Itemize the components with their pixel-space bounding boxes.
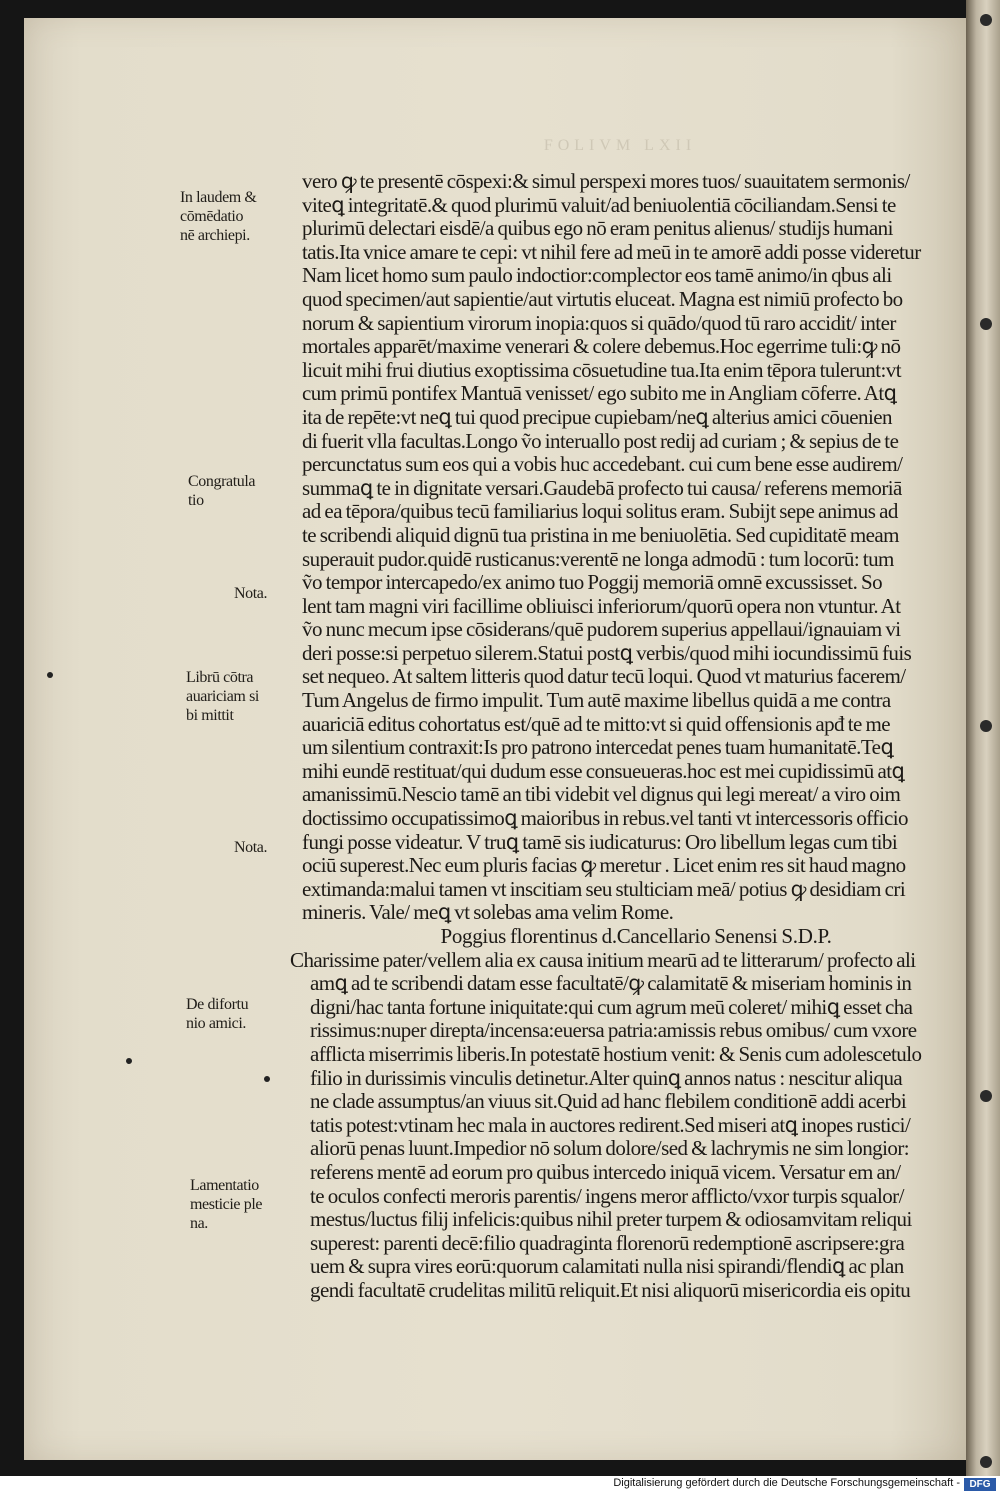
text-line: aliorū penas luunt.Impedior nō solum dolore/sed & lachrymis ne sim longior: <box>310 1136 910 1161</box>
margin-dot <box>264 1076 270 1082</box>
text-line: referens mentē ad eorum pro quibus intercedo iniquā vicem. Versatur em an/ <box>310 1159 901 1184</box>
text-line: doctissimo occupatissimoꝗ maioribus in rebus.vel tanti vt intercessoris officio <box>302 806 908 831</box>
text-line: um silentium contraxit:Is pro patrono intercedat penes tuam humanitatē.Teꝗ <box>302 735 894 760</box>
text-line: ṽo tempor intercapedo/ex animo tuo Poggij memoriā omnē excussisset. So <box>302 570 883 595</box>
text-line: ad ea tēpora/quibus tecū familiarius loqui solitus eram. Subijt sepe animus ad <box>302 499 898 524</box>
binding-hole <box>980 1090 992 1102</box>
text-line: lent tam magni viri facillime obliuisci inferiorum/quorū opera non vtuntur. At <box>302 593 901 618</box>
text-line: superauit pudor.quidē rusticanus:verentē ne longa admodū : tum locorū: tum <box>302 546 894 571</box>
text-line: norum & sapientium virorum inopia:quos si quādo/quod tū raro accidit/ inter <box>302 310 896 335</box>
text-line: tatis.Ita vnice amare te cepi: vt nihil fere ad meū in te amorē addi posse videretur <box>302 239 921 264</box>
body-text <box>276 170 956 1326</box>
text-line: auariciā editus cohortatus est/quē ad te mitto:vt si quid offensionis apđ te me <box>302 711 891 736</box>
text-line: Tum Angelus de firmo impulit. Tum autē maxime libellus quidā a me contra <box>302 688 891 713</box>
text-line: amꝗ ad te scribendi datam esse facultatē/ꝙ calamitatē & miseriam hominis in <box>310 971 912 996</box>
binding-hole <box>980 318 992 330</box>
binding-hole <box>980 1456 992 1468</box>
text-line <box>276 1303 956 1327</box>
text-line: filio in durissimis vinculis detinetur.Alter quinꝗ annos natus : nescitur aliqua <box>310 1065 903 1090</box>
text-line: ociū superest.Nec eum pluris facias ꝙ meretur . Licet enim res sit haud magno <box>302 853 906 878</box>
text-line: ita de repēte:vt neꝗ tui quod precipue cupiebam/neꝗ alterius amici cōuenien <box>302 404 892 429</box>
text-line: plurimū delectari eisdē/a quibus ego nō eram penitus alienus/ studijs humani <box>302 216 893 241</box>
text-line: amanissimū.Nescio tamē an tibi videbit vel dignus qui legi mereat/ a viro oim <box>302 782 901 807</box>
funding-credit: Digitalisierung gefördert durch die Deutsche Forschungsgemeinschaft - <box>613 1477 960 1489</box>
letter-heading: Poggius florentinus d.Cancellario Senensi S.D.P. <box>440 924 832 948</box>
margin-gloss-lamentatio: Lamentatio mesticie ple na. <box>190 1177 263 1232</box>
text-line: deri posse:si perpetuo silerem.Statui postꝗ verbis/quod mihi iocundissimū fuis <box>302 640 912 665</box>
text-line: fungi posse videatur. V truꝗ tamē sis iudicaturus: Oro libellum legas cum tibi <box>302 829 898 854</box>
text-line: digni/hac tanta fortune iniquitate:qui cum agrum meū coleret/ mihiꝗ esset cha <box>310 994 913 1019</box>
text-line: uem & supra vires eorū:quorum calamitati nulla nisi spirandi/flendiꝗ ac plan <box>310 1254 904 1279</box>
text-line: mineris. Vale/ meꝗ vt solebas ama velim Rome. <box>302 900 674 925</box>
margin-gloss-libru-cotra: Librū cōtra auariciam si bi mittit <box>186 669 259 724</box>
binding-hole <box>980 720 992 732</box>
dfg-logo: DFG <box>964 1478 996 1491</box>
margin-dot <box>126 1058 132 1064</box>
text-line: extimanda:malui tamen vt inscitiam seu stulticiam meā/ potius ꝙ desidiam cri <box>302 876 906 901</box>
text-line: mihi eundē restituat/qui dudum esse consueueras.hoc est mei cupidissimū atꝗ <box>302 758 905 783</box>
margin-gloss-de-difortunio: De difortu nio amici. <box>186 996 249 1032</box>
text-line: mortales apparēt/maxime venerari & colere debemus.Hoc egerrime tuli:ꝙ nō <box>302 334 901 359</box>
margin-gloss-nota: Nota. <box>234 585 268 602</box>
text-line: ṽo nunc mecum ipse cōsiderans/quē pudorem superius appellaui/ignauiam vi <box>302 617 901 642</box>
binding-hole <box>980 14 992 26</box>
margin-gloss-nota: Nota. <box>234 839 268 856</box>
margin-dot <box>47 672 53 678</box>
text-line: rissimus:nuper direpta/incensa:euersa patria:amissis rebus omibus/ cum vxore <box>310 1018 917 1043</box>
text-line: viteꝗ integritatē.& quod plurimū valuit/ad beniuolentiā cōciliandam.Sensi te <box>302 192 896 217</box>
text-line: quod specimen/aut sapientie/aut virtutis eluceat. Magna est nimiū profecto bo <box>302 286 903 311</box>
book-spine <box>966 0 1000 1476</box>
text-line: ne clade assumptus/an viuus sit.Quid ad hanc flebilem conditionē addi acerbi <box>310 1089 907 1114</box>
margin-gloss-congratulatio: Congratula tio <box>188 473 256 509</box>
text-line: mestus/luctus filij infelicis:quibus nihil preter turpem & odiosamvitam reliqui <box>310 1207 912 1232</box>
running-head: FOLIVM LXII <box>543 137 697 154</box>
text-line: Nam licet homo sum paulo indoctior:complector eos tamē animo/in qbus ali <box>302 263 892 288</box>
text-line: vero ꝙ te presentē cōspexi:& simul perspexi mores tuos/ suauitatem sermonis/ <box>302 169 910 193</box>
text-line: afflicta miserrimis liberis.In potestatē hostium venit: & Senis cum adolescetulo <box>310 1041 922 1066</box>
text-line: set nequeo. At saltem litteris quod datur tecū loqui. Quod vt maturius facerem/ <box>302 664 906 689</box>
text-line: gendi facultatē crudelitas militū reliquit.Et nisi aliquorū misericordia eis opitu <box>310 1277 911 1302</box>
text-line: te scribendi aliquid dignū tua pristina in me beniuolētia. Sed cupiditatē meam <box>302 522 899 547</box>
text-line: superest: parenti decē:filio quadraginta florenorū redemptionē ascripsere:gra <box>310 1230 905 1255</box>
text-line: te oculos confecti meroris parentis/ ingens meror afflicto/vxor turpis squalor/ <box>310 1183 904 1208</box>
text-line: cum primū pontifex Mantuā venisset/ ego subito me in Angliam cōferre. Atꝗ <box>302 381 897 406</box>
text-line: tatis potest:vtinam hec mala in auctores redirent.Sed miseri atꝗ inopes rustici/ <box>310 1112 911 1137</box>
text-line: percunctatus sum eos qui a vobis huc accedebant. cui cum bene esse audirem/ <box>302 452 903 477</box>
text-line: di fuerit vlla facultas.Longo ṽo interuallo post redij ad curiam ; & sepius de te <box>302 428 899 453</box>
text-line: Charissime pater/vellem alia ex causa initium mearū ad te litterarum/ profecto ali <box>290 947 916 972</box>
text-line: summaꝗ te in dignitate versari.Gaudebā profecto tui causa/ referens memoriā <box>302 475 902 500</box>
digitization-footer <box>0 1476 1000 1493</box>
text-line: licuit mihi frui diutius exoptissima cōsuetudine tua.Ita enim tēpora tulerunt:vt <box>302 357 902 382</box>
margin-gloss-in-laudem: In laudem & cōmēdatio nē archiepi. <box>180 189 257 244</box>
